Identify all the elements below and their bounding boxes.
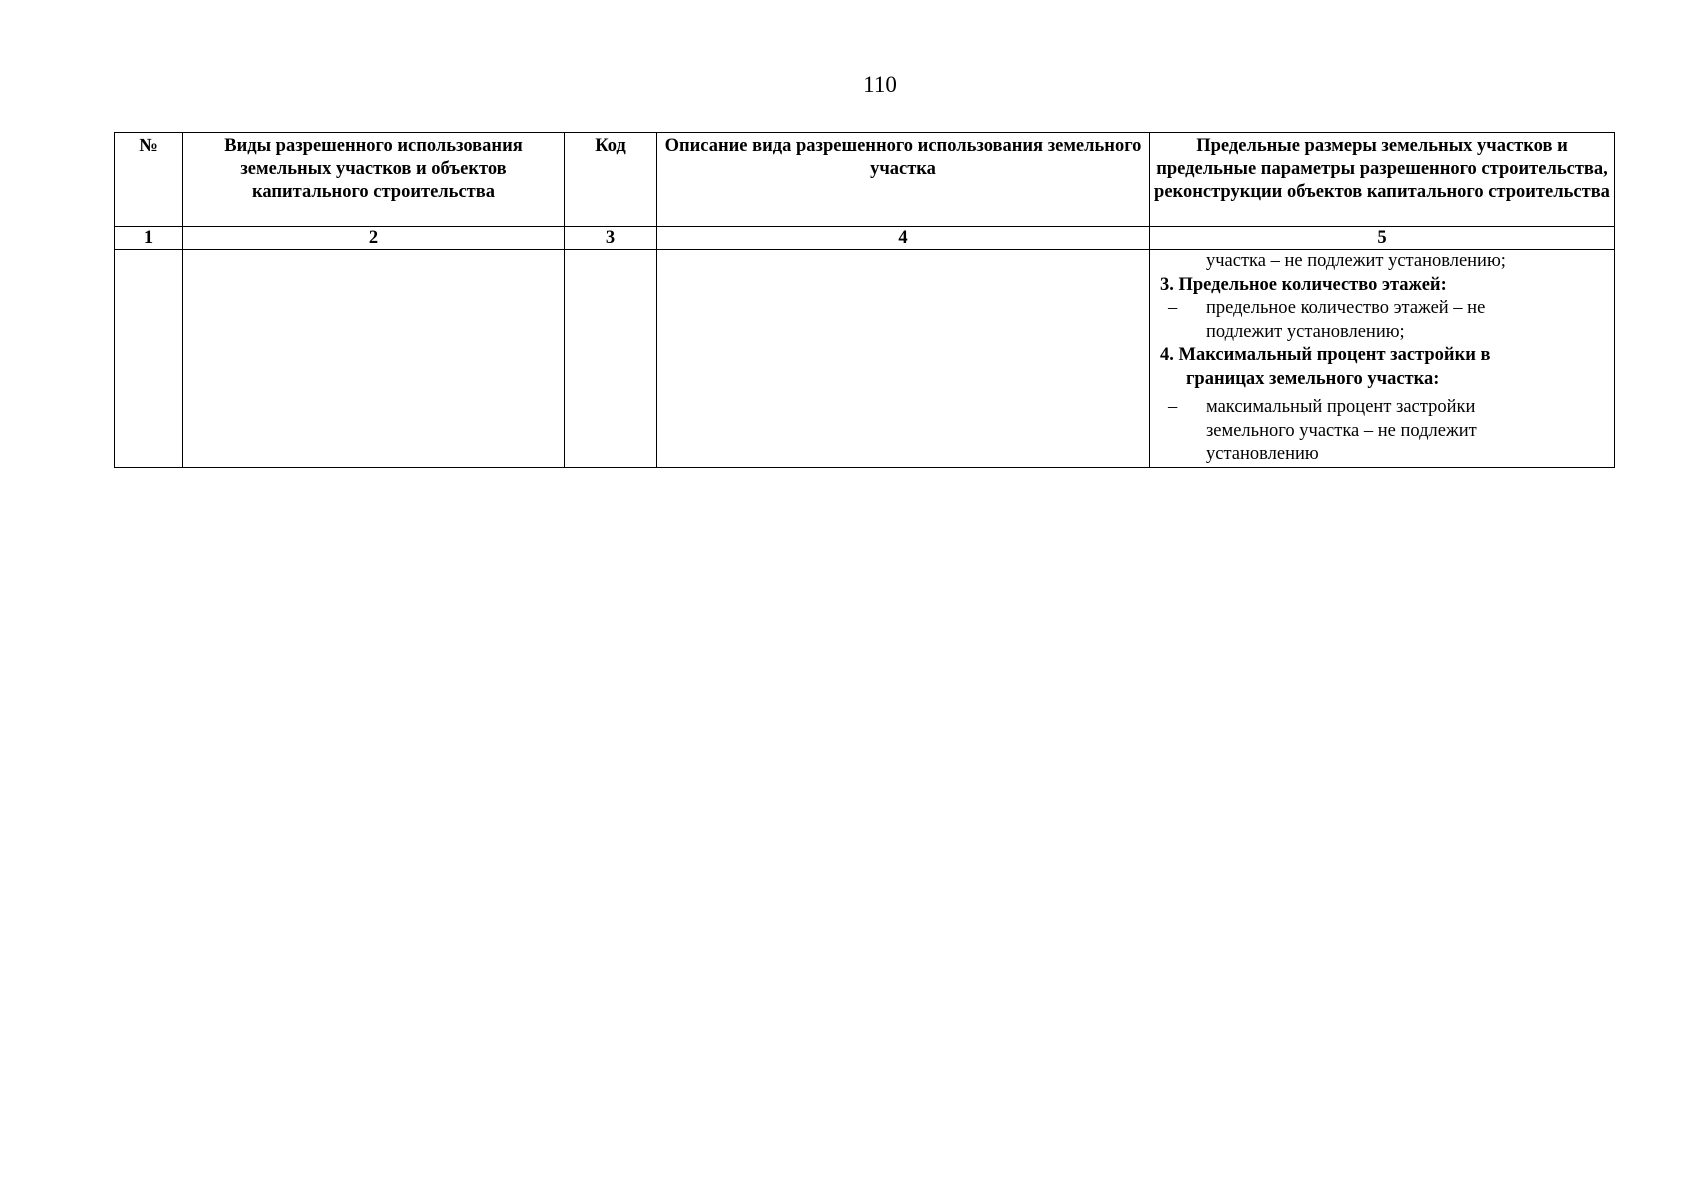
- header-parameters: Предельные размеры земельных участков и предельные параметры разрешенного строительства, реконструкции объектов капитального строительства: [1150, 133, 1615, 227]
- section-4-title-line-2: границах земельного участка:: [1186, 368, 1440, 389]
- table-header-row: [115, 133, 1615, 227]
- header-description: Описание вида разрешенного использования земельного участка: [657, 133, 1150, 227]
- continuation-line: участка – не подлежит установлению;: [1206, 251, 1506, 271]
- dash-bullet: –: [1168, 397, 1178, 417]
- dash-bullet: –: [1168, 298, 1178, 318]
- section-4-item-line-2: земельного участка – не подлежит: [1206, 420, 1477, 441]
- table-row: [115, 250, 1615, 468]
- section-3-item-line-2: подлежит установлению;: [1206, 321, 1405, 342]
- body-cell-number: [115, 250, 183, 468]
- section-3-title: 3. Предельное количество этажей:: [1160, 274, 1447, 295]
- index-cell-2: 2: [183, 227, 565, 250]
- index-cell-3: 3: [565, 227, 657, 250]
- section-4-title-line-1: 4. Максимальный процент застройки в: [1160, 345, 1491, 365]
- header-number: №: [115, 133, 183, 227]
- index-cell-5: 5: [1150, 227, 1615, 250]
- index-cell-1: 1: [115, 227, 183, 250]
- table-index-row: [115, 227, 1615, 250]
- section-4-item: [1160, 396, 1608, 467]
- section-3-item: [1160, 297, 1608, 344]
- section-3-item-line-1: предельное количество этажей – не: [1206, 298, 1486, 318]
- index-cell-4: 4: [657, 227, 1150, 250]
- header-use-types: Виды разрешенного использования земельных участков и объектов капитального строительства: [183, 133, 565, 227]
- body-cell-use-types: [183, 250, 565, 468]
- body-cell-parameters: [1150, 250, 1615, 468]
- section-4-item-line-3: установлению: [1206, 444, 1319, 464]
- section-4-item-line-1: максимальный процент застройки: [1206, 397, 1476, 417]
- zoning-table: [114, 132, 1615, 468]
- body-cell-code: [565, 250, 657, 468]
- page-number: 110: [863, 72, 897, 97]
- body-cell-description: [657, 250, 1150, 468]
- header-code: Код: [565, 133, 657, 227]
